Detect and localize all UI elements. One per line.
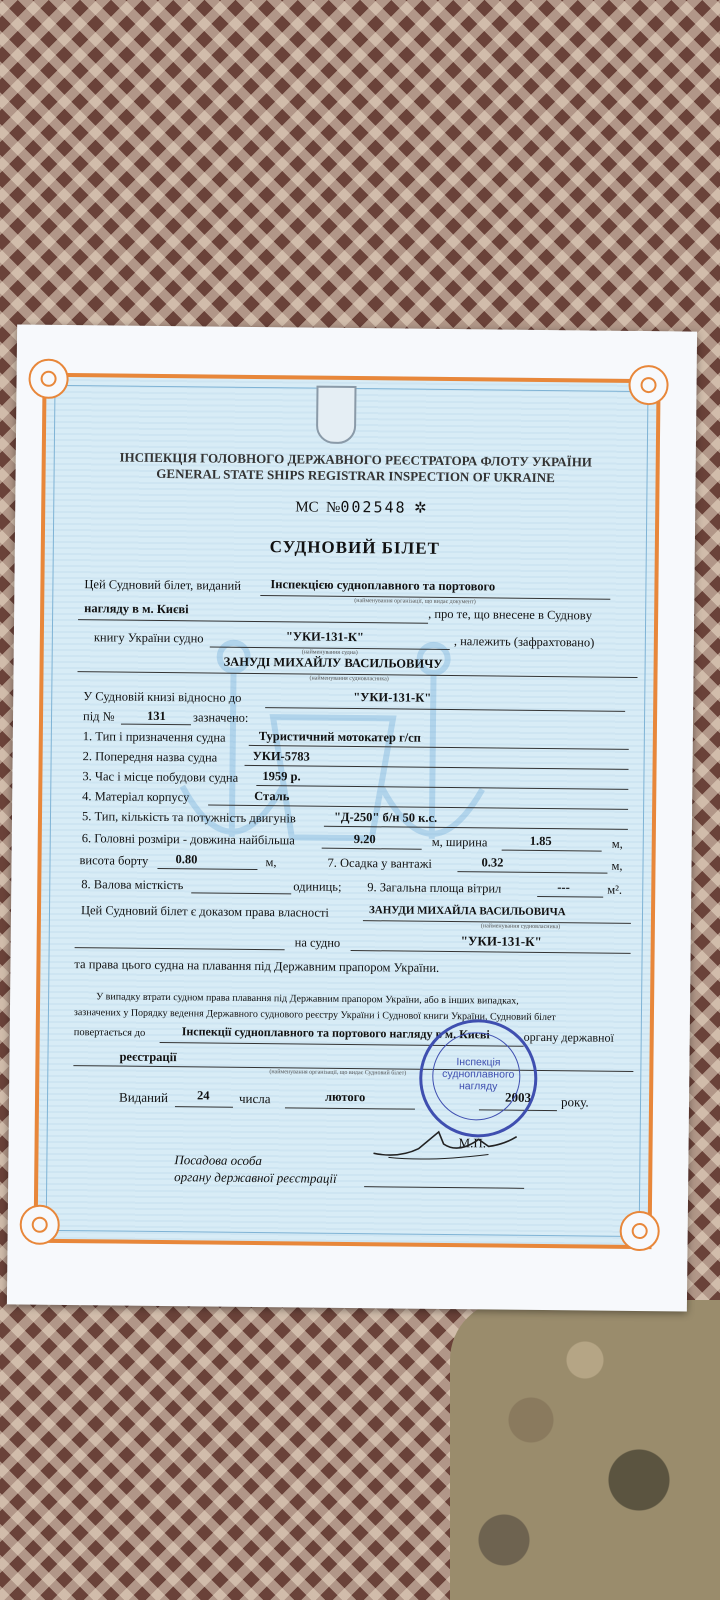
field-8-label: 8. Валова місткість	[81, 877, 184, 893]
owner-name: ЗАНУДІ МИХАЙЛУ ВАСИЛЬОВИЧУ	[223, 654, 443, 671]
proof-caption: (найменування судновласника)	[480, 923, 561, 931]
underline	[502, 850, 602, 852]
stamp-text: Інспекція судноплавного нагляду	[442, 1056, 515, 1093]
official-stamp	[419, 1019, 538, 1138]
issued-by-value: Інспекцією судноплавного та портового	[270, 577, 496, 594]
field-4-label: 4. Матеріал корпусу	[82, 789, 190, 805]
issued-by-label: Цей Судновий білет, виданий	[84, 577, 242, 593]
register-number: 131	[146, 708, 166, 724]
underline	[265, 707, 625, 712]
underline	[322, 848, 422, 850]
camouflage-fabric	[450, 1300, 720, 1600]
document-title: СУДНОВИЙ БІЛЕТ	[269, 537, 441, 558]
underline	[157, 868, 257, 870]
underline	[457, 871, 607, 874]
serial-prefix: МС	[295, 499, 319, 516]
seal-place-label: М.П.	[458, 1135, 487, 1151]
proof-text: Цей Судновий білет є доказом права власності	[80, 903, 330, 920]
field-5-value: "Д-250" б/н 50 к.с.	[333, 809, 438, 825]
height-label: висота борту	[79, 853, 149, 868]
issued-day-label: числа	[238, 1090, 271, 1107]
loss-return-tail: органу державної	[523, 1029, 614, 1045]
signature	[368, 1123, 518, 1165]
loss-return-label: повертається до	[73, 1027, 146, 1039]
field-3-value: 1959 р.	[262, 769, 301, 784]
field-1-value: Туристичний мотокатер г/сп	[258, 729, 421, 745]
underline	[537, 896, 603, 898]
underline	[351, 950, 631, 954]
owner-caption: (найменування судновласника)	[309, 675, 389, 683]
underline	[285, 1107, 415, 1109]
field-8-unit: одиниць;	[293, 879, 342, 894]
field-9-label: 9. Загальна площа вітрил	[367, 880, 502, 896]
signature-line	[364, 1186, 524, 1189]
issued-by-tail: , про те, що внесене в Судновy	[428, 606, 593, 623]
underline	[208, 804, 628, 809]
serial-number-sign: №	[326, 499, 341, 516]
field-2-value: УКИ-5783	[252, 748, 310, 764]
loss-registration: реєстрації	[119, 1049, 177, 1065]
proof-on-vessel: на судно	[294, 935, 341, 950]
field-6-width: 1.85	[529, 833, 552, 849]
issued-by-caption: (найменування організації, що видає документ)	[354, 598, 476, 606]
field-9-unit: м².	[607, 882, 623, 897]
serial-value: 002548	[340, 497, 407, 517]
underline	[256, 785, 628, 790]
loss-paragraph-2: зазначених у Порядку ведення Державного суднового реєстру України і Суднової книги України, Судновий білет	[73, 1007, 556, 1024]
proof-owner: ЗАНУДИ МИХАЙЛА ВАСИЛЬОВИЧА	[368, 904, 566, 919]
serial-number	[295, 497, 427, 517]
book-vessel: "УКИ-131-К"	[285, 629, 364, 645]
book-caption: (найменування судна)	[301, 649, 358, 657]
underline	[324, 826, 628, 830]
field-6-width-label: м, ширина	[431, 834, 488, 850]
field-6-label: 6. Головні розміри - довжина найбільша	[81, 831, 295, 848]
flower-ornament-icon: ✲	[414, 500, 427, 517]
field-9-value: ---	[557, 880, 570, 895]
field-6-length: 9.20	[353, 832, 376, 847]
proof-vessel: "УКИ-131-К"	[460, 933, 542, 949]
issued-day: 24	[197, 1088, 210, 1103]
issued-month: лютого	[325, 1089, 366, 1105]
official-title-2: органу державної реєстрації	[174, 1169, 337, 1186]
underline	[245, 765, 629, 770]
register-under-tail: зазначено:	[192, 710, 249, 725]
height-unit: м,	[265, 855, 277, 870]
field-4-value: Сталь	[254, 788, 290, 804]
underline	[175, 1106, 233, 1108]
field-2-label: 2. Попередня назва судна	[82, 749, 218, 765]
book-label: книгу України судно	[93, 630, 204, 646]
ship-ticket-document	[7, 324, 697, 1311]
issued-by-value-2: нагляду в м. Києві	[84, 601, 189, 617]
loss-caption: (найменування організації, що видає Судновий білет)	[269, 1069, 407, 1077]
proof-rights: та права цього судна на плавання під Державним прапором України.	[74, 957, 440, 975]
underline	[75, 947, 285, 950]
field-1-label: 1. Тип і призначення судна	[82, 729, 226, 745]
underline	[191, 892, 291, 894]
register-label: У Судновій книзі відносно до	[83, 689, 242, 705]
underline	[78, 619, 428, 624]
register-vessel: "УКИ-131-К"	[353, 690, 432, 705]
official-title-1: Посадова особа	[174, 1152, 263, 1169]
field-7-label: 7. Осадка у вантажі	[327, 855, 432, 871]
issued-year: 2003	[505, 1089, 532, 1105]
loss-return-value: Інспекції судноплавного та портового нагляду в м. Києві	[181, 1024, 490, 1042]
height-value: 0.80	[175, 852, 198, 867]
field-6-unit: м,	[611, 836, 623, 851]
field-7-unit: м,	[611, 858, 623, 873]
field-5-label: 5. Тип, кількість та потужність двигунів	[81, 809, 296, 826]
header-line-english: GENERAL STATE SHIPS REGISTRAR INSPECTION OF UKRAINE	[156, 465, 555, 486]
register-under-label: під №	[82, 709, 115, 724]
field-7-value: 0.32	[481, 855, 504, 870]
field-3-label: 3. Час і місце побудови судна	[82, 769, 239, 785]
book-tail: , належить (зафрахтовано)	[453, 634, 595, 650]
loss-paragraph-1: У випадку втрати судном права плавання під Державним прапором України, або в інших випадках,	[96, 991, 519, 1007]
issued-year-label: року.	[560, 1094, 589, 1110]
header-line-ukrainian: ІНСПЕКЦІЯ ГОЛОВНОГО ДЕРЖАВНОГО РЕЄСТРАТОРА ФЛОТУ УКРАЇНИ	[119, 449, 593, 470]
issued-label: Виданий	[118, 1089, 169, 1106]
